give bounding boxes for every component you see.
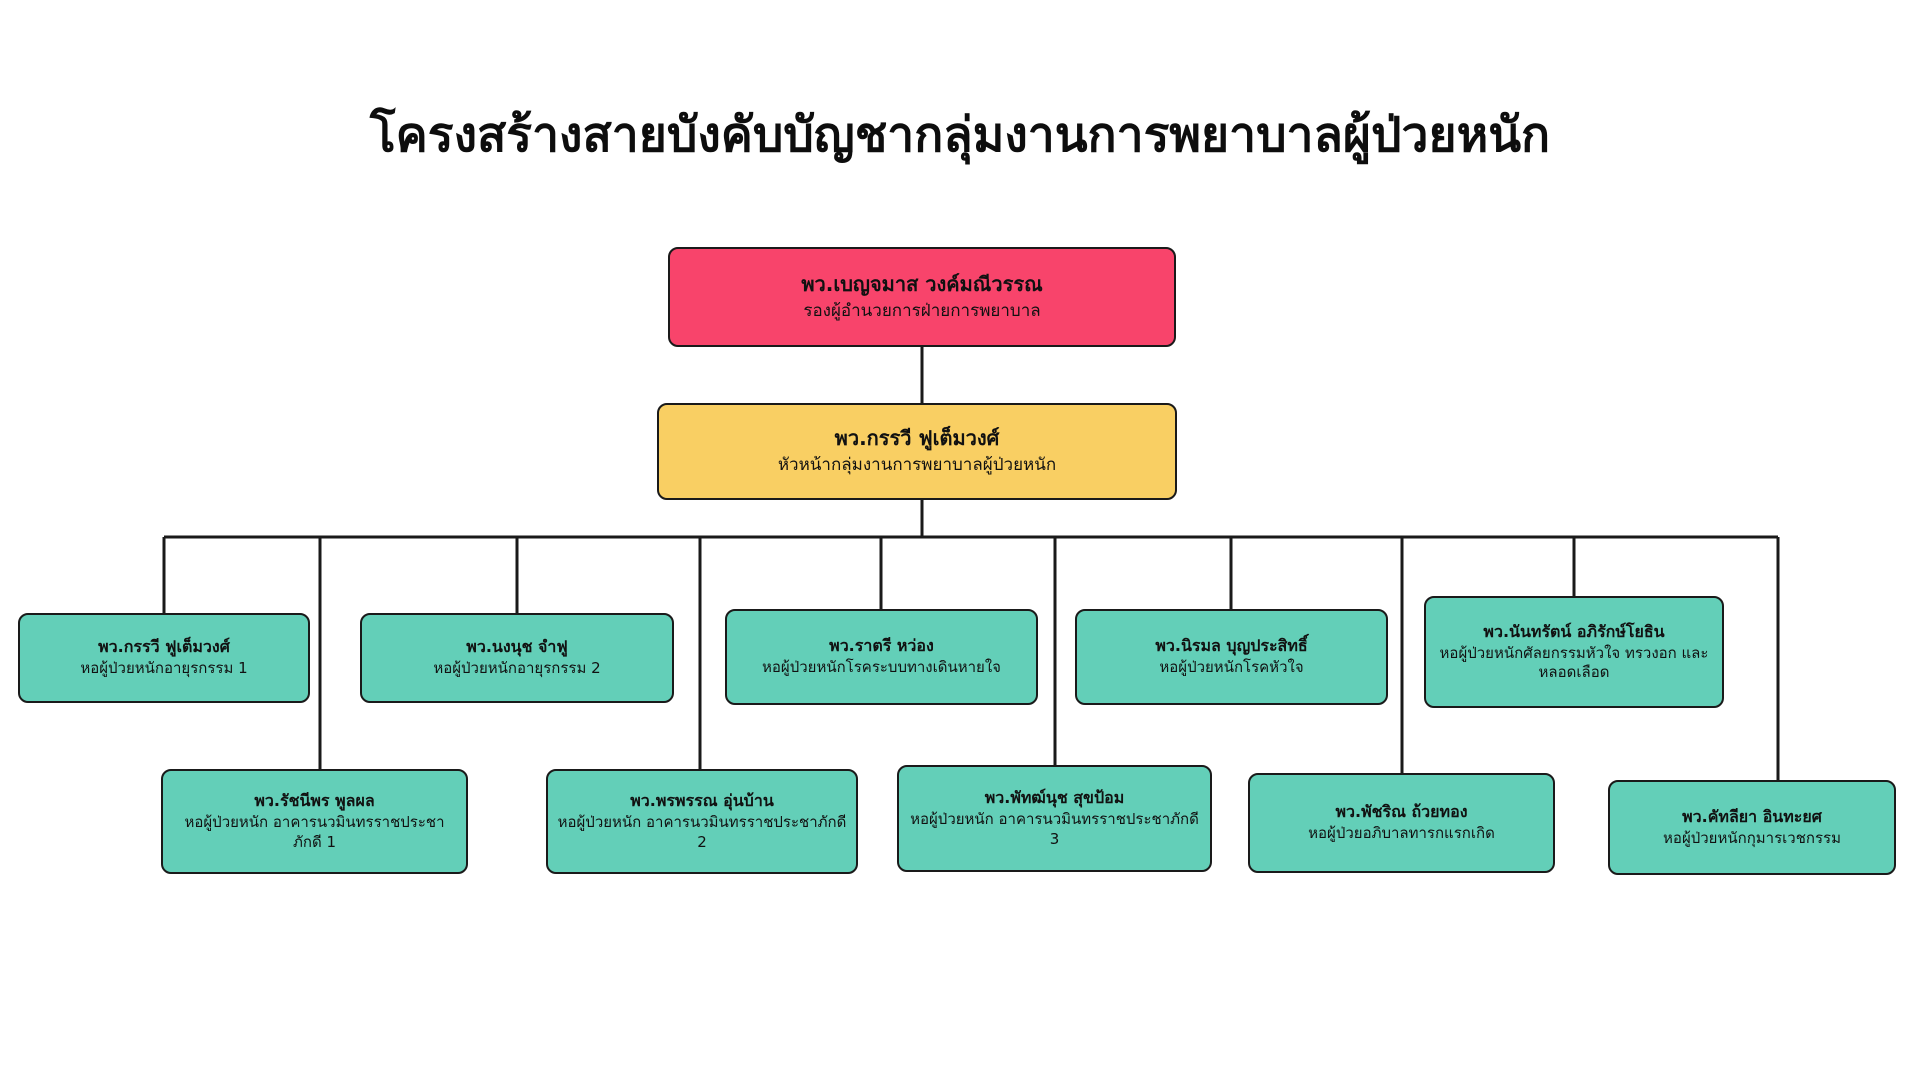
org-node-role: หอผู้ป่วยหนักกุมารเวชกรรม — [1663, 828, 1841, 847]
org-node-department-head[interactable] — [657, 403, 1177, 500]
org-node-role: หอผู้ป่วยหนัก อาคารนวมินทรราชประชาภักดี 2 — [557, 813, 847, 851]
org-node-name: พว.พัทฒ์นุช สุขป้อม — [984, 788, 1125, 807]
org-node-name: พว.กรรวี ฟูเต็มวงศ์ — [98, 637, 230, 657]
org-node-unit[interactable] — [1424, 596, 1724, 708]
org-node-role: หอผู้ป่วยหนักศัลยกรรมหัวใจ ทรวงอก และหลอดเลือด — [1439, 643, 1709, 681]
org-node-unit[interactable] — [18, 613, 310, 703]
org-node-role: หอผู้ป่วยหนักโรคระบบทางเดินหายใจ — [762, 658, 1001, 677]
org-node-role: หอผู้ป่วยอภิบาลทารกแรกเกิด — [1308, 824, 1495, 843]
org-node-name: พว.นิรมล บุญประสิทธิ์ — [1155, 636, 1308, 656]
org-node-name: พว.พัชริณ ถ้วยทอง — [1335, 802, 1468, 822]
org-node-role: หอผู้ป่วยหนัก อาคารนวมินทรราชประชาภักดี 3 — [910, 810, 1199, 848]
org-node-name: พว.กรรวี ฟูเต็มวงศ์ — [834, 426, 1000, 451]
org-node-name: พว.คัทลียา อินทะยศ — [1682, 806, 1822, 826]
org-node-unit[interactable] — [725, 609, 1038, 705]
org-node-deputy-director[interactable] — [668, 247, 1176, 347]
org-node-role: หอผู้ป่วยหนักอายุรกรรม 1 — [80, 659, 248, 678]
org-node-name: พว.ราตรี หว่อง — [829, 636, 934, 656]
org-node-role: หอผู้ป่วยหนักอายุรกรรม 2 — [433, 659, 601, 678]
page-title: โครงสร้างสายบังคับบัญชากลุ่มงานการพยาบาลผู้ป่วยหนัก — [369, 107, 1551, 163]
org-node-unit[interactable] — [1248, 773, 1555, 873]
org-node-unit[interactable] — [897, 765, 1212, 872]
org-node-unit[interactable] — [546, 769, 858, 874]
org-node-unit[interactable] — [1608, 780, 1896, 875]
org-node-role: รองผู้อำนวยการฝ่ายการพยาบาล — [803, 300, 1041, 321]
org-node-role: หอผู้ป่วยหนัก อาคารนวมินทรราชประชาภักดี 1 — [184, 813, 445, 851]
org-node-name: พว.นงนุช จำฟู — [466, 637, 568, 657]
org-node-name: พว.เบญจมาส วงค์มณีวรรณ — [801, 271, 1043, 296]
org-node-name: พว.รัชนีพร พูลผล — [254, 791, 375, 810]
org-node-role: หัวหน้ากลุ่มงานการพยาบาลผู้ป่วยหนัก — [777, 455, 1057, 476]
org-node-role: หอผู้ป่วยหนักโรคหัวใจ — [1159, 658, 1304, 677]
org-node-name: พว.นันทรัตน์ อภิรักษ์โยธิน — [1483, 621, 1665, 641]
org-node-unit[interactable] — [1075, 609, 1388, 705]
org-node-name: พว.พรพรรณ อุ่นบ้าน — [630, 791, 774, 810]
org-node-unit[interactable] — [161, 769, 468, 874]
org-node-unit[interactable] — [360, 613, 674, 703]
